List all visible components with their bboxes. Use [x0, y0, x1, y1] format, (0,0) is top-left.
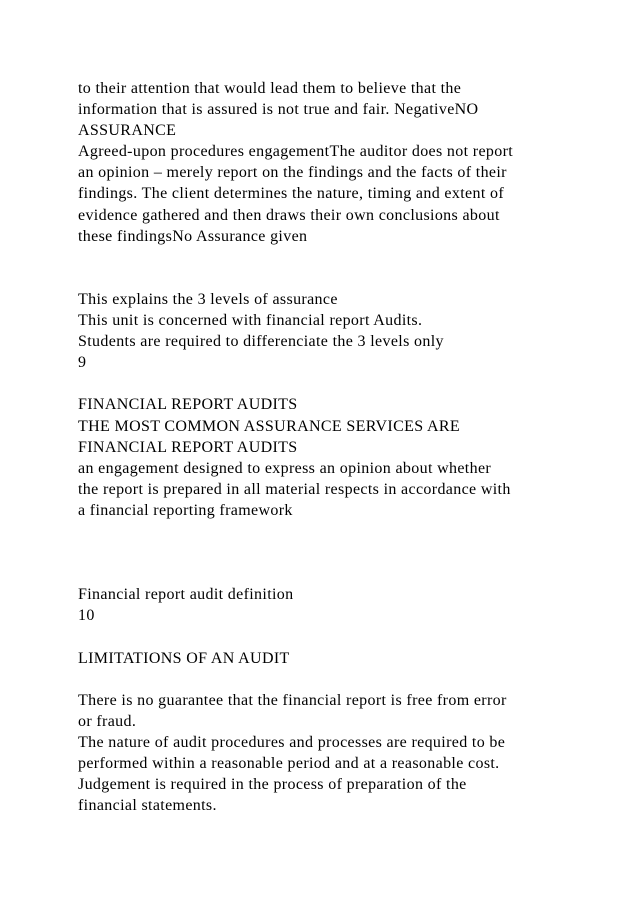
- document-text: [78, 78, 598, 816]
- text-line: Students are required to differenciate the 3 levels only: [78, 333, 444, 351]
- text-line: This explains the 3 levels of assurance: [78, 290, 338, 308]
- slide-number: 10: [78, 607, 95, 625]
- text-line: Agreed-upon procedures engagementThe auditor does not report: [78, 143, 514, 161]
- text-line: financial statements.: [78, 797, 217, 815]
- section-heading: LIMITATIONS OF AN AUDIT: [78, 649, 290, 667]
- spacer: [78, 626, 598, 647]
- slide-number: 9: [78, 354, 87, 372]
- text-line: Judgement is required in the process of preparation of the: [78, 776, 467, 794]
- text-line: or fraud.: [78, 712, 137, 730]
- text-line: to their attention that would lead them to believe that the: [78, 80, 462, 97]
- spacer: [78, 669, 598, 690]
- spacer: [78, 247, 598, 289]
- text-line: THE MOST COMMON ASSURANCE SERVICES ARE: [78, 417, 461, 435]
- text-line: an engagement designed to express an opinion about whether: [78, 459, 492, 477]
- text-line: the report is prepared in all material respects in accordance with: [78, 480, 511, 498]
- text-line: ASSURANCE: [78, 122, 177, 140]
- spacer: [78, 373, 598, 394]
- text-line: a financial reporting framework: [78, 501, 293, 519]
- text-line: FINANCIAL REPORT AUDITS: [78, 438, 298, 456]
- text-line: performed within a reasonable period and at a reasonable cost.: [78, 755, 500, 773]
- text-line: evidence gathered and then draws their own conclusions about: [78, 206, 500, 224]
- text-line: This unit is concerned with financial report Audits.: [78, 312, 423, 330]
- text-line: The nature of audit procedures and processes are required to be: [78, 733, 506, 751]
- text-line: these findingsNo Assurance given: [78, 227, 308, 245]
- spacer: [78, 521, 598, 584]
- text-line: findings. The client determines the nature, timing and extent of: [78, 185, 504, 203]
- text-line: information that is assured is not true and fair. NegativeNO: [78, 101, 479, 119]
- text-line: There is no guarantee that the financial report is free from error: [78, 691, 507, 709]
- section-heading: FINANCIAL REPORT AUDITS: [78, 396, 298, 414]
- text-line: Financial report audit definition: [78, 586, 294, 604]
- text-line: an opinion – merely report on the findings and the facts of their: [78, 164, 507, 182]
